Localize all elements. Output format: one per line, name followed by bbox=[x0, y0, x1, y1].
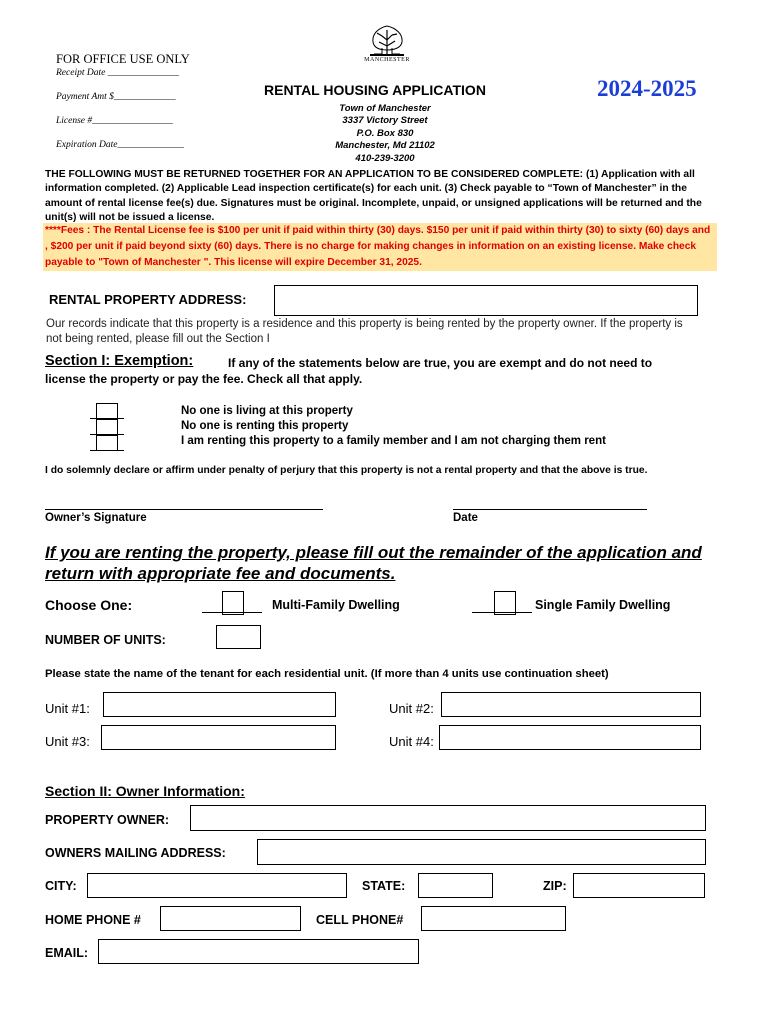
exemption-option: I am renting this property to a family member and I am not charging them rent bbox=[181, 435, 606, 447]
exemption-checkboxes bbox=[90, 403, 124, 451]
license-number-field: License #_________________ bbox=[56, 116, 173, 126]
mailing-address-label: OWNERS MAILING ADDRESS: bbox=[45, 846, 226, 860]
home-phone-label: HOME PHONE # bbox=[45, 913, 141, 927]
receipt-date-field: Receipt Date _______________ bbox=[56, 68, 179, 78]
requirements-notice: THE FOLLOWING MUST BE RETURNED TOGETHER FOR AN APPLICATION TO BE CONSIDERED COMPLETE: (1) Application with all information completed. (2) Applicable Lead inspection certificate(s) for each unit. (3) Check payable to “Town of Manchester” in the amount of rental license fee(s) due. Signatures must be original. Incomplete, unpaid, or unsigned applications will be returned and the unit(s) will not be issued a license. bbox=[45, 169, 702, 224]
property-owner-label: PROPERTY OWNER: bbox=[45, 813, 170, 827]
checkbox-underline bbox=[90, 450, 124, 451]
renting-heading: If you are renting the property, please fill out the remainder of the application and return with appropriate fee and documents. bbox=[45, 543, 702, 583]
state-input[interactable] bbox=[418, 873, 493, 898]
perjury-declaration: I do solemnly declare or affirm under penalty of perjury that this property is not a rental property and that the above is true. bbox=[45, 465, 648, 476]
zip-label: ZIP: bbox=[543, 879, 567, 893]
town-address bbox=[320, 103, 450, 165]
unit2-tenant-input[interactable] bbox=[441, 692, 701, 717]
number-of-units-input[interactable] bbox=[216, 625, 261, 649]
unit3-tenant-input[interactable] bbox=[101, 725, 336, 750]
email-label: EMAIL: bbox=[45, 946, 89, 960]
exemption-checkbox-1[interactable] bbox=[96, 403, 118, 419]
section1-intro: If any of the statements below are true, you are exempt and do not need to bbox=[228, 356, 653, 370]
date-label: Date bbox=[453, 512, 478, 524]
choose-one-label: Choose One: bbox=[45, 597, 133, 613]
section2-heading: Section II: Owner Information: bbox=[45, 783, 245, 799]
date-signature-line[interactable] bbox=[453, 509, 647, 510]
expiration-date-field: Expiration Date______________ bbox=[56, 140, 184, 150]
exemption-options bbox=[181, 404, 641, 449]
exemption-checkbox-2[interactable] bbox=[96, 419, 118, 435]
state-label: STATE: bbox=[362, 879, 406, 893]
exemption-checkbox-3[interactable] bbox=[96, 435, 118, 451]
unit4-label: Unit #4: bbox=[389, 734, 434, 749]
address-line: P.O. Box 830 bbox=[356, 127, 414, 139]
application-year: 2024-2025 bbox=[597, 76, 697, 101]
town-logo bbox=[360, 22, 414, 66]
owner-signature-line[interactable] bbox=[45, 509, 323, 510]
unit3-label: Unit #3: bbox=[45, 734, 90, 749]
single-family-checkbox[interactable] bbox=[494, 591, 516, 615]
email-input[interactable] bbox=[98, 939, 419, 964]
tenant-instructions: Please state the name of the tenant for each residential unit. (If more than 4 units use continuation sheet) bbox=[45, 668, 609, 680]
address-line: 3337 Victory Street bbox=[342, 115, 428, 127]
owner-signature-label: Owner’s Signature bbox=[45, 512, 147, 524]
section1-intro-cont: license the property or pay the fee. Check all that apply. bbox=[45, 372, 363, 386]
zip-input[interactable] bbox=[573, 873, 705, 898]
office-use-title: FOR OFFICE USE ONLY bbox=[56, 52, 190, 66]
checkbox-underline bbox=[90, 434, 124, 435]
address-line: 410-239-3200 bbox=[355, 152, 415, 164]
multi-family-checkbox[interactable] bbox=[222, 591, 244, 615]
multi-family-label: Multi-Family Dwelling bbox=[272, 598, 400, 612]
city-label: CITY: bbox=[45, 879, 77, 893]
city-input[interactable] bbox=[87, 873, 347, 898]
application-title: RENTAL HOUSING APPLICATION bbox=[264, 82, 486, 98]
section1-heading: Section I: Exemption: bbox=[45, 353, 194, 369]
home-phone-input[interactable] bbox=[160, 906, 301, 931]
checkbox-underline bbox=[90, 418, 124, 419]
property-owner-input[interactable] bbox=[190, 805, 706, 831]
property-address-label: RENTAL PROPERTY ADDRESS: bbox=[49, 292, 247, 307]
logo-text: MANCHESTER bbox=[364, 57, 410, 63]
unit1-label: Unit #1: bbox=[45, 701, 90, 716]
address-line: Manchester, Md 21102 bbox=[335, 140, 435, 152]
single-family-label: Single Family Dwelling bbox=[535, 598, 671, 612]
records-text: Our records indicate that this property is a residence and this property is being rented by the property owner. If the property is not being rented, please fill out the Section I bbox=[46, 318, 683, 345]
cell-phone-label: CELL PHONE# bbox=[316, 913, 404, 927]
unit4-tenant-input[interactable] bbox=[439, 725, 701, 750]
property-address-input[interactable] bbox=[274, 285, 698, 316]
exemption-option: No one is living at this property bbox=[181, 405, 353, 417]
exemption-option: No one is renting this property bbox=[181, 420, 349, 432]
payment-amount-field: Payment Amt $_____________ bbox=[56, 92, 176, 102]
unit1-tenant-input[interactable] bbox=[103, 692, 336, 717]
fees-notice: ****Fees : The Rental License fee is $100 per unit if paid within thirty (30) days. $150 per unit if paid within thirty (30) to sixty (60) days and , $200 per unit if paid beyond sixty (60) days. There is no charge for making changes in information on an existing license. Make check payable to "Town of Manchester ". This license will expire December 31, 2025. bbox=[43, 223, 717, 271]
mailing-address-input[interactable] bbox=[257, 839, 706, 865]
unit2-label: Unit #2: bbox=[389, 701, 434, 716]
cell-phone-input[interactable] bbox=[421, 906, 566, 931]
number-of-units-label: NUMBER OF UNITS: bbox=[45, 633, 166, 647]
address-line: Town of Manchester bbox=[339, 103, 431, 114]
